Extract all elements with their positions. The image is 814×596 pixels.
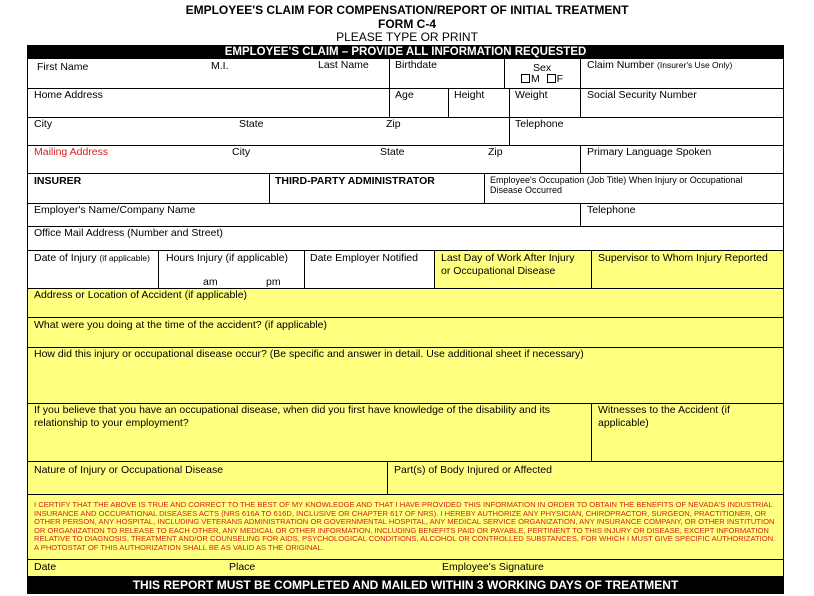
row-city [27,118,784,146]
row-what-doing [27,318,784,348]
supervisor-field[interactable]: Supervisor to Whom Injury Reported [598,252,768,264]
place-field[interactable]: Place [229,561,256,573]
weight-field[interactable]: Weight [515,89,548,101]
form-title: EMPLOYEE'S CLAIM FOR COMPENSATION/REPORT OF INITIAL TREATMENT [185,3,629,17]
insurer-field[interactable]: INSURER [34,175,82,187]
zip-field[interactable]: Zip [386,118,401,130]
first-name-field[interactable]: First Name [37,61,89,73]
section-bar: EMPLOYEE'S CLAIM – PROVIDE ALL INFORMATION REQUESTED [27,45,784,59]
sex-options [521,73,563,85]
employer-telephone-field[interactable]: Telephone [587,204,636,216]
row-injury-dates [27,251,784,289]
tpa-field[interactable]: THIRD-PARTY ADMINISTRATOR [275,175,435,187]
knowledge-field[interactable]: If you believe that you have an occupational disease, when did you first have knowledge of the disability and its relationship to your employment? [34,404,550,429]
city-field[interactable]: City [34,118,53,130]
am-label: am [203,276,218,288]
witnesses-field[interactable]: Witnesses to the Accident (if applicable) [598,404,730,429]
mailing-zip-field[interactable]: Zip [488,146,503,158]
middle-initial-field[interactable]: M.I. [211,60,229,72]
female-label: F [556,73,564,85]
date-of-injury-note: (if applicable) [99,253,150,263]
row-how-occur [27,348,784,404]
mailing-city-field[interactable]: City [232,146,251,158]
employee-signature-field[interactable]: Employee's Signature [442,561,544,573]
sex-label: Sex [533,62,552,74]
row-accident-location [27,289,784,318]
telephone-field[interactable]: Telephone [515,118,564,130]
female-checkbox[interactable] [547,74,556,83]
state-field[interactable]: State [239,118,264,130]
nature-of-injury-field[interactable]: Nature of Injury or Occupational Disease [34,464,224,476]
accident-location-field[interactable]: Address or Location of Accident (if applicable) [34,289,248,301]
certification-text: I CERTIFY THAT THE ABOVE IS TRUE AND CORRECT TO THE BEST OF MY KNOWLEDGE AND THAT I HAVE PROVIDED THIS INFORMATION IN ORDER TO OBTAIN THE BENEFITS OF NEVADA'S INDUSTRIAL INSURANCE AND OCCUPATIONAL DISEASES ACTS (NRS 616A TO 616D, INCLUSIVE OR CHAPTER 617 OF NRS). I HEREBY AUTHORIZE ANY PHYSICIAN, CHIROPRACTOR, SURGEON, PRACTITIONER, OR OTHER PERSON, ANY HOSPITAL, INCLUDING VETERANS ADMINISTRATION OR GOVERNMENTAL HOSPITAL, ANY MEDICAL SERVICE ORGANIZATION, ANY INSURANCE COMPANY, OR OTHER INSTITUTION OR ORGANIZATION TO RELEASE TO EACH OTHER, ANY MEDICAL OR OTHER INFORMATION, INCLUDING BENEFITS PAID OR PAYABLE, PERTINENT TO THIS INJURY OR DISEASE, EXCEPT INFORMATION RELATIVE TO DIAGNOSIS, TREATMENT AND/OR COUNSELING FOR AIDS, PSYCHOLOGICAL CONDITIONS, ALCOHOL OR CONTROLLED SUBSTANCES, FOR WHICH I MUST GIVE SPECIFIC AUTHORIZATION. A PHOTOSTAT OF THIS AUTHORIZATION SHALL BE AS VALID AS THE ORIGINAL. [34,500,776,552]
hours-injury-field[interactable]: Hours Injury (if applicable) [166,252,288,264]
row-signature [27,560,784,577]
what-doing-field[interactable]: What were you doing at the time of the accident? (if applicable) [34,319,327,331]
row-name [27,59,784,89]
mailing-state-field[interactable]: State [380,146,405,158]
primary-language-field[interactable]: Primary Language Spoken [587,146,712,158]
last-name-field[interactable]: Last Name [318,59,369,71]
date-of-injury-field[interactable] [34,252,150,264]
date-field[interactable]: Date [34,561,57,573]
form-number: FORM C-4 [378,17,436,31]
body-parts-field[interactable]: Part(s) of Body Injured or Affected [394,464,552,476]
row-office-mail [27,227,784,251]
row-insurer [27,174,784,204]
age-field[interactable]: Age [395,89,414,101]
row-nature-injury [27,462,784,495]
pm-label: pm [266,276,281,288]
office-mail-address-field[interactable]: Office Mail Address (Number and Street) [34,227,223,239]
how-occur-field[interactable]: How did this injury or occupational disease occur? (Be specific and answer in detail. Use additional sheet if necessary) [34,348,584,360]
male-label: M [531,73,540,85]
claim-number-note: (Insurer's Use Only) [657,60,733,70]
row-employer [27,204,784,227]
row-certification [27,495,784,560]
row-home-address [27,89,784,118]
birthdate-field[interactable]: Birthdate [395,59,438,71]
form-instruction: PLEASE TYPE OR PRINT [336,30,478,44]
height-field[interactable]: Height [454,89,485,101]
date-of-injury-label: Date of Injury [34,252,97,264]
mailing-address-field[interactable]: Mailing Address [34,146,109,158]
occupation-field[interactable]: Employee's Occupation (Job Title) When Injury or Occupational Disease Occurred [490,175,743,195]
date-employer-notified-field[interactable]: Date Employer Notified [310,252,418,264]
footer-bar: THIS REPORT MUST BE COMPLETED AND MAILED WITHIN 3 WORKING DAYS OF TREATMENT [27,577,784,594]
row-mailing-address [27,146,784,174]
ssn-field[interactable]: Social Security Number [587,89,697,101]
last-day-work-field[interactable]: Last Day of Work After Injury or Occupational Disease [441,252,575,277]
claim-number-field[interactable] [587,59,732,71]
row-knowledge [27,404,784,462]
male-checkbox[interactable] [521,74,530,83]
home-address-field[interactable]: Home Address [34,89,103,101]
claim-number-label: Claim Number [587,59,655,71]
employer-name-field[interactable]: Employer's Name/Company Name [34,204,196,216]
